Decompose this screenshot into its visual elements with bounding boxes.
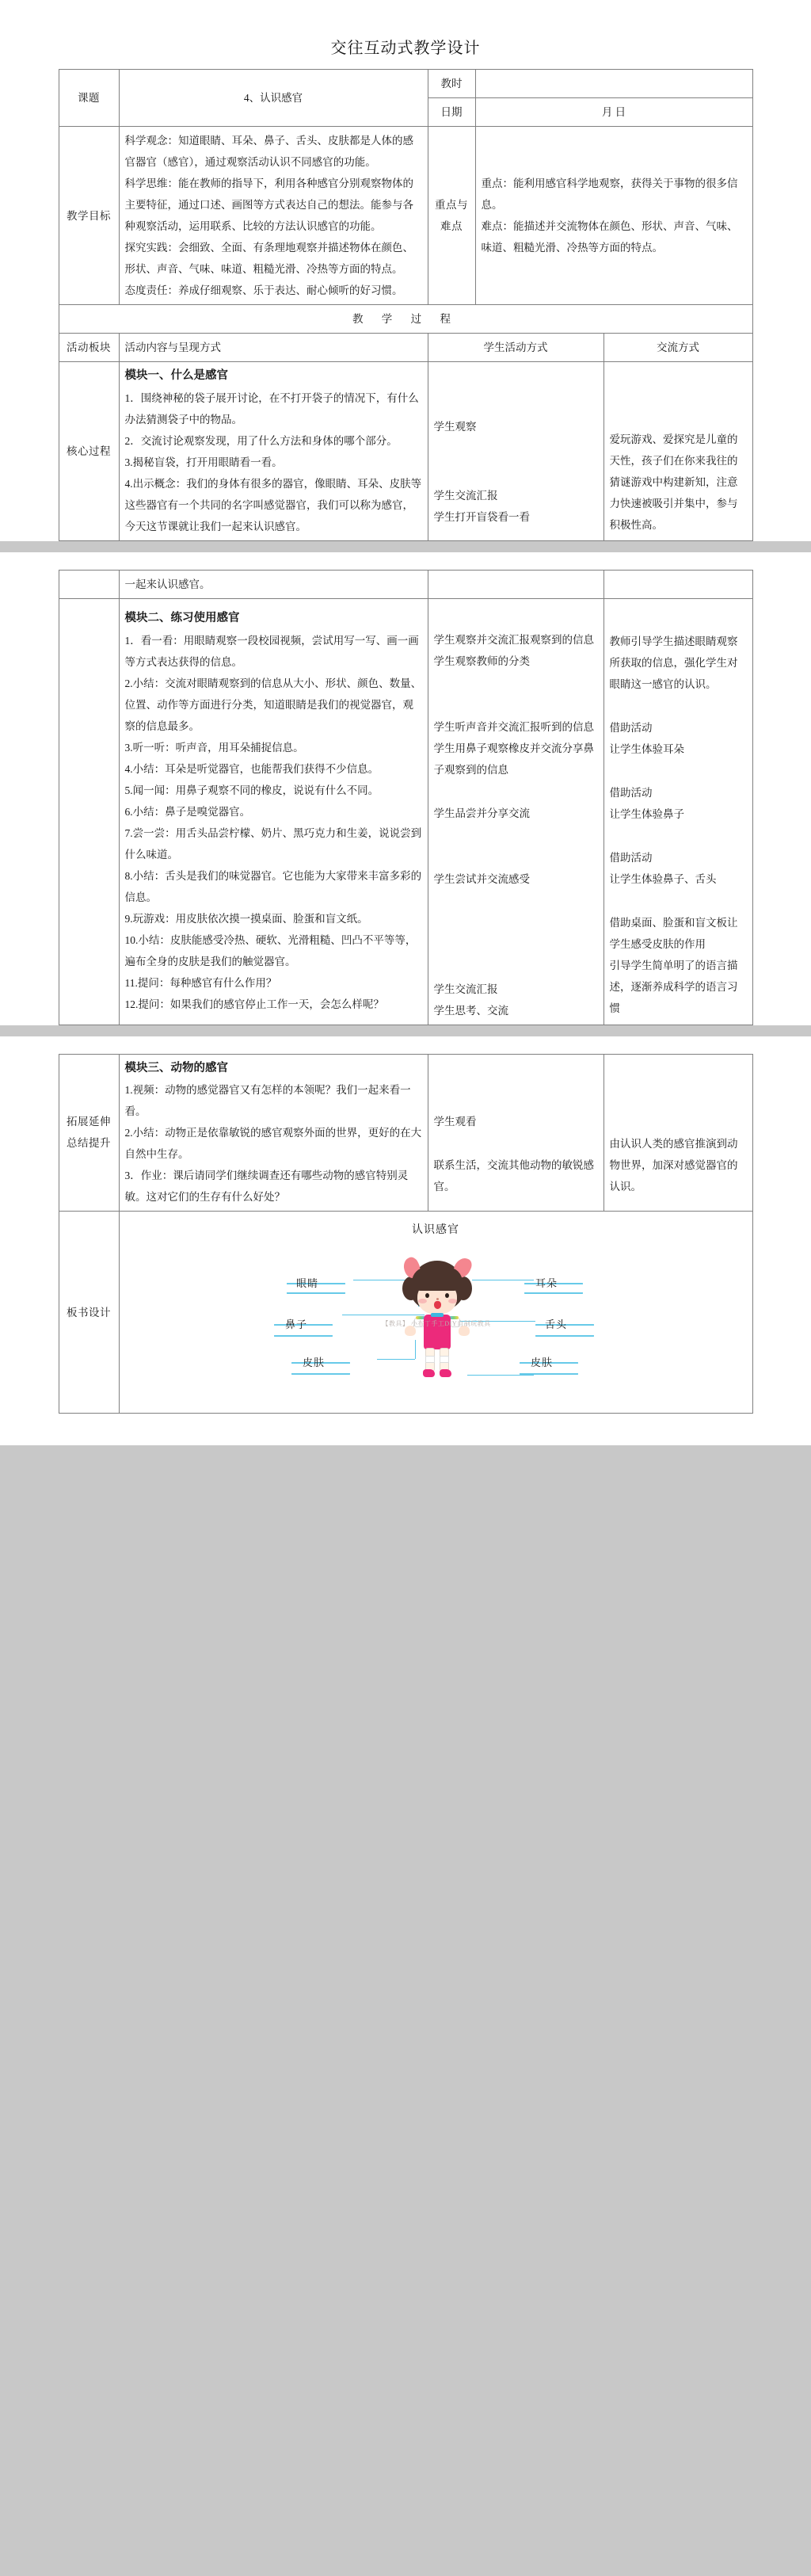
module-2-comm-4: 借助活动 <box>609 787 653 800</box>
module-2-step-4: 4.小结：耳朵是听觉器官，也能帮我们获得不少信息。 <box>124 762 379 775</box>
module-3-step-1: 1.视频：动物的感觉器官又有怎样的本领呢？我们一起来看一看。 <box>124 1084 411 1118</box>
module-1-content <box>119 362 428 541</box>
table-row-process-banner <box>59 305 752 334</box>
module-1-step-2: 2．交流讨论观察发现，用了什么方法和身体的哪个部分。 <box>124 434 398 447</box>
leader-line-skin-right <box>467 1375 534 1376</box>
module-2-title: 模块二、练习使用感官 <box>124 612 240 625</box>
module-2-activity-8: 学生思考、交流 <box>433 1004 508 1017</box>
module-1-step-1: 1．围绕神秘的袋子展开讨论，在不打开袋子的情况下，有什么办法猜测袋子中的物品。 <box>124 391 419 426</box>
module-2-step-12: 12.提问：如果我们的感官停止工作一天，会怎么样呢？ <box>124 998 384 1010</box>
page-3 <box>0 1036 811 1446</box>
module-1-continued-comm <box>603 570 752 598</box>
module-2-comm-8: 借助桌面、脸蛋和盲文板让学生感受皮肤的作用 <box>609 917 738 951</box>
module-1-communication <box>603 362 752 541</box>
module-2-step-2: 2.小结：交流对眼睛观察到的信息从大小、形状、颜色、数量、位置、动作等方面进行分类，知道眼睛是我们的视觉器官，观察的信息最多。 <box>124 677 422 732</box>
module-3-content <box>119 1054 428 1212</box>
table-row-module-2 <box>59 598 752 1025</box>
topic-label: 课题 <box>59 70 119 127</box>
lesson-plan-table-page3 <box>59 1054 753 1414</box>
module-2-activity-6: 学生尝试并交流感受 <box>433 872 530 885</box>
module-2-comm-7: 让学生体验鼻子、舌头 <box>609 873 717 886</box>
block-label-core-process: 核心过程 <box>59 362 119 541</box>
module-3-activity-1: 学生观看 <box>433 1115 477 1128</box>
module-2-step-3: 3.听一听：听声音，用耳朵捕捉信息。 <box>124 741 304 754</box>
page-break-2 <box>0 1025 811 1036</box>
module-2-step-7: 7.尝一尝：用舌头品尝柠檬、奶片、黑巧克力和生姜，说说尝到什么味道。 <box>124 826 422 861</box>
module-2-comm-2: 借助活动 <box>609 722 653 735</box>
board-label-nose: 鼻子 <box>285 1319 308 1331</box>
objectives-label <box>59 127 119 305</box>
fringe-icon <box>412 1267 463 1291</box>
table-row-board-design <box>59 1212 752 1414</box>
module-2-step-1: 1．看一看：用眼睛观察一段校园视频，尝试用写一写、画一画等方式表达获得的信息。 <box>124 634 419 668</box>
lesson-plan-table-page1 <box>59 69 753 541</box>
table-row-process-headers <box>59 334 752 362</box>
module-2-step-11: 11.提问：每种感官有什么作用？ <box>124 976 277 989</box>
module-1-activity-3: 学生打开盲袋看一看 <box>433 510 530 523</box>
module-2-activity-4: 学生用鼻子观察橡皮并交流分享鼻子观察到的信息 <box>433 742 594 776</box>
board-design-illustration <box>125 1215 747 1410</box>
module-2-comm-6: 借助活动 <box>609 852 653 864</box>
module-2-comm-3: 让学生体验耳朵 <box>609 743 684 756</box>
keypoints-label <box>428 127 475 305</box>
swoosh-skin-left-bottom <box>291 1373 350 1394</box>
module-2-communication <box>603 598 752 1025</box>
objective-item-1: 科学观念：知道眼睛、耳朵、鼻子、舌头、皮肤都是人体的感官器官（感官），通过观察活动认识不同感官的功能。 <box>124 135 413 168</box>
board-label-skin-right: 皮肤 <box>531 1357 554 1369</box>
process-banner: 教 学 过 程 <box>59 305 752 334</box>
module-1-continued-activity <box>428 570 603 598</box>
block-label-spacer <box>59 570 119 598</box>
table-row-module-1-continued <box>59 570 752 598</box>
column-header-activity-block: 活动板块 <box>59 334 119 362</box>
board-label-tongue: 舌头 <box>545 1319 568 1331</box>
collar-icon <box>431 1313 444 1317</box>
keypoints-content <box>475 127 752 305</box>
module-3-step-2: 2.小结：动物正是依靠敏锐的感官观察外面的世界，更好的在大自然中生存。 <box>124 1127 422 1161</box>
board-label-skin-left: 皮肤 <box>303 1357 326 1369</box>
module-2-comm-1: 教师引导学生描述眼睛观察所获取的信息，强化学生对眼睛这一感官的认识。 <box>609 635 738 691</box>
module-3-step-3: 3．作业：课后请同学们继续调查还有哪些动物的感官特别灵敏。这对它们的生存有什么好处？ <box>124 1170 409 1204</box>
module-2-activity-5: 学生品尝并分享交流 <box>433 807 530 819</box>
module-3-comm-1: 由认识人类的感官推演到动物世界，加深对感觉器官的认识。 <box>609 1137 738 1193</box>
module-2-step-8: 8.小结：舌头是我们的味觉器官。它也能为大家带来丰富多彩的信息。 <box>124 869 422 903</box>
block-label-extension: 拓展延伸总结提升 <box>59 1054 119 1212</box>
page-2 <box>0 552 811 1025</box>
module-1-step-4: 4.出示概念：我们的身体有很多的器官，像眼睛、耳朵、皮肤等这些器官有一个共同的名字叫感觉器官，我们可以称为感官，今天这节课就让我们一起来认识感官。 <box>124 477 422 532</box>
table-row-objectives <box>59 127 752 305</box>
objective-item-2: 科学思维：能在教师的指导下，利用各种感官分别观察物体的主要特征，通过口述、画图等方式表达自己的想法。能参与各种观察活动，运用联系、比较的方法认识感官的功能。 <box>124 177 413 232</box>
swoosh-skin-right-bottom <box>520 1373 578 1394</box>
periods-value <box>475 70 752 98</box>
module-2-step-9: 9.玩游戏：用皮肤依次摸一摸桌面、脸蛋和盲文纸。 <box>124 912 368 925</box>
module-1-continued-text: 一起来认识感官。 <box>119 570 428 598</box>
topic-value: 4、认识感官 <box>119 70 428 127</box>
objectives-content <box>119 127 428 305</box>
objective-item-4: 态度责任：养成仔细观察、乐于表达、耐心倾听的好习惯。 <box>124 284 403 296</box>
lesson-plan-table-page2 <box>59 570 753 1025</box>
page-title: 交往互动式教学设计 <box>330 40 481 57</box>
sock-left-icon <box>425 1356 435 1363</box>
module-3-title: 模块三、动物的感官 <box>124 1061 228 1074</box>
table-row-module-3 <box>59 1054 752 1212</box>
board-label-ears: 耳朵 <box>535 1277 558 1290</box>
module-2-comm-5: 让学生体验鼻子 <box>609 808 684 821</box>
periods-label: 教时 <box>428 70 475 98</box>
module-2-student-activity <box>428 598 603 1025</box>
objective-item-3: 探究实践：会细致、全面、有条理地观察并描述物体在颜色、形状、声音、气味、味道、粗糙光滑、冷热等方面的特点。 <box>124 242 413 275</box>
module-2-activity-7: 学生交流汇报 <box>433 983 498 995</box>
board-design-label: 板书设计 <box>59 1212 119 1414</box>
keypoint-key: 重点：能利用感官科学地观察，获得关于事物的很多信息。 <box>481 177 738 211</box>
module-3-communication <box>603 1054 752 1212</box>
date-label: 日期 <box>428 98 475 127</box>
illustration-watermark: 【教具】 小布丁手工DIY自制玩教具 <box>382 1320 491 1328</box>
column-header-activity-content: 活动内容与呈现方式 <box>119 334 428 362</box>
module-1-activity-2: 学生交流汇报 <box>433 489 498 502</box>
objectives-label-text: 教学目标 <box>67 209 111 222</box>
board-canvas <box>269 1243 602 1402</box>
module-2-activity-1: 学生观察并交流汇报观察到的信息 <box>433 633 594 646</box>
module-2-step-6: 6.小结：鼻子是嗅觉器官。 <box>124 805 251 818</box>
board-design-title: 认识感官 <box>412 1224 459 1237</box>
block-label-module-2 <box>59 598 119 1025</box>
module-2-activity-3: 学生听声音并交流汇报听到的信息 <box>433 720 594 733</box>
keypoint-difficulty: 难点：能描述并交流物体在颜色、形状、声音、气味、味道、粗糙光滑、冷热等方面的特点。 <box>481 220 738 254</box>
module-2-content <box>119 598 428 1025</box>
module-1-comm-1: 爱玩游戏、爱探究是儿童的天性，孩子们在你来我往的猜谜游戏中构建新知，注意力快速被吸引并集中，参与积极性高。 <box>609 433 738 531</box>
module-2-activity-2: 学生观察教师的分类 <box>433 654 530 667</box>
module-2-step-5: 5.闻一闻：用鼻子观察不同的橡皮，说说有什么不同。 <box>124 784 379 796</box>
module-1-activity-1: 学生观察 <box>433 420 477 433</box>
module-1-student-activity <box>428 362 603 541</box>
page-1 <box>0 0 811 541</box>
module-1-step-3: 3.揭秘盲袋，打开用眼睛看一看。 <box>124 456 283 468</box>
module-2-step-10: 10.小结：皮肤能感受冷热、硬软、光滑粗糙、凹凸不平等等，遍布全身的皮肤是我们的触觉器官。 <box>124 933 417 967</box>
page-break-1 <box>0 541 811 552</box>
keypoints-label-text: 重点与难点 <box>435 199 468 232</box>
sock-right-icon <box>440 1356 449 1363</box>
board-design-cell <box>119 1212 752 1414</box>
table-row-module-1 <box>59 362 752 541</box>
table-row-topic <box>59 70 752 98</box>
module-3-activity-2: 联系生活，交流其他动物的敏锐感官。 <box>433 1158 594 1193</box>
module-1-title: 模块一、什么是感官 <box>124 369 228 382</box>
shoe-right-icon <box>440 1369 451 1377</box>
column-header-communication: 交流方式 <box>603 334 752 362</box>
board-label-eyes: 眼睛 <box>296 1277 319 1290</box>
module-2-comm-9: 引导学生简单明了的语言描述，逐渐养成科学的语言习惯 <box>609 960 738 1015</box>
module-3-student-activity <box>428 1054 603 1212</box>
date-value: 月 日 <box>475 98 752 127</box>
shoe-left-icon <box>423 1369 435 1377</box>
column-header-student-activity: 学生活动方式 <box>428 334 603 362</box>
